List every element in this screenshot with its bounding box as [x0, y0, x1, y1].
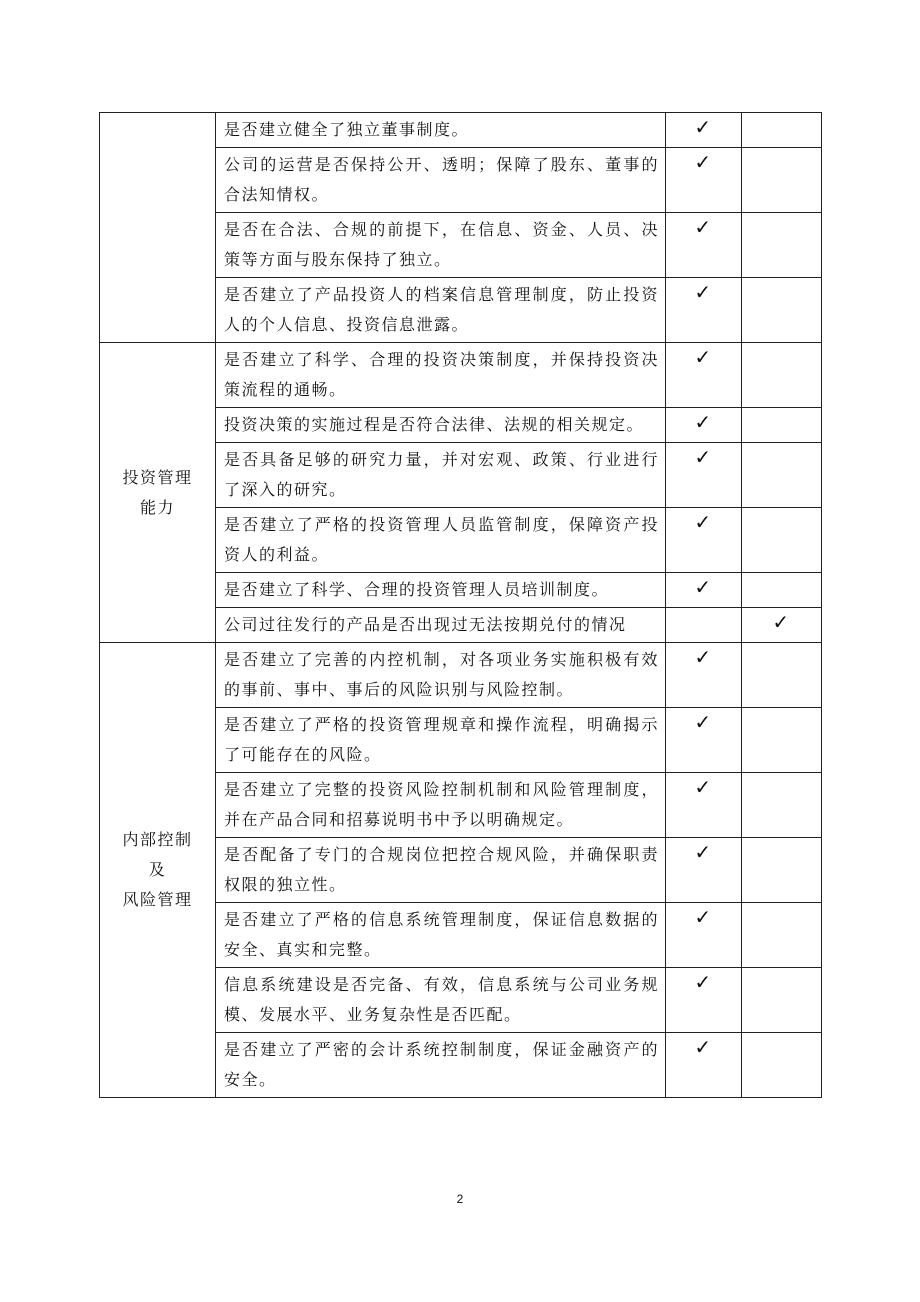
no-mark-cell [742, 903, 822, 968]
check-mark-icon: ✓ [694, 410, 713, 434]
checklist-item-text: 信息系统建设是否完备、有效，信息系统与公司业务规模、发展水平、业务复杂性是否匹配。 [216, 968, 666, 1033]
no-mark-cell [742, 113, 822, 148]
no-mark-cell [742, 1033, 822, 1098]
table-row [100, 643, 822, 708]
checklist-item-text: 是否建立了科学、合理的投资管理人员培训制度。 [216, 573, 666, 608]
check-mark-icon: ✓ [772, 610, 791, 634]
check-mark-icon: ✓ [694, 215, 713, 239]
yes-mark-cell [666, 903, 742, 968]
table-row [100, 113, 822, 148]
yes-mark-cell [666, 773, 742, 838]
page-number: 2 [456, 1192, 464, 1206]
checklist-item-text: 是否建立健全了独立董事制度。 [216, 113, 666, 148]
no-mark-cell [742, 443, 822, 508]
no-mark-cell [742, 408, 822, 443]
yes-mark-cell [666, 608, 742, 643]
no-mark-cell [742, 773, 822, 838]
no-mark-cell [742, 838, 822, 903]
yes-mark-cell [666, 213, 742, 278]
checklist-item-text: 是否在合法、合规的前提下，在信息、资金、人员、决策等方面与股东保持了独立。 [216, 213, 666, 278]
check-mark-icon: ✓ [694, 115, 713, 139]
checklist-item-text: 公司过往发行的产品是否出现过无法按期兑付的情况 [216, 608, 666, 643]
no-mark-cell [742, 708, 822, 773]
table-row [100, 343, 822, 408]
check-mark-icon: ✓ [694, 905, 713, 929]
yes-mark-cell [666, 573, 742, 608]
yes-mark-cell [666, 643, 742, 708]
category-cell [100, 113, 216, 343]
check-mark-icon: ✓ [694, 445, 713, 469]
no-mark-cell [742, 213, 822, 278]
category-label: 内部控制 [122, 830, 193, 849]
no-mark-cell [742, 573, 822, 608]
no-mark-cell [742, 508, 822, 573]
no-mark-cell [742, 343, 822, 408]
checklist-item-text: 是否配备了专门的合规岗位把控合规风险，并确保职责权限的独立性。 [216, 838, 666, 903]
yes-mark-cell [666, 443, 742, 508]
check-mark-icon: ✓ [694, 1035, 713, 1059]
no-mark-cell [742, 148, 822, 213]
checklist-item-text: 公司的运营是否保持公开、透明；保障了股东、董事的合法知情权。 [216, 148, 666, 213]
yes-mark-cell [666, 148, 742, 213]
checklist-item-text: 是否建立了严格的投资管理规章和操作流程，明确揭示了可能存在的风险。 [216, 708, 666, 773]
category-label: 投资管理 [122, 467, 193, 487]
yes-mark-cell [666, 113, 742, 148]
checklist-item-text: 是否建立了严格的信息系统管理制度，保证信息数据的安全、真实和完整。 [216, 903, 666, 968]
checklist-item-text: 投资决策的实施过程是否符合法律、法规的相关规定。 [216, 408, 666, 443]
category-cell [100, 343, 216, 643]
checklist-item-text: 是否建立了完善的内控机制，对各项业务实施积极有效的事前、事中、事后的风险识别与风险控制。 [216, 643, 666, 708]
category-label: 能力 [139, 497, 175, 517]
check-mark-icon: ✓ [694, 150, 713, 174]
category-label: 及 [148, 860, 167, 879]
check-mark-icon: ✓ [694, 645, 713, 669]
yes-mark-cell [666, 968, 742, 1033]
yes-mark-cell [666, 343, 742, 408]
checklist-table [99, 112, 822, 1098]
yes-mark-cell [666, 508, 742, 573]
no-mark-cell [742, 968, 822, 1033]
check-mark-icon: ✓ [694, 970, 713, 994]
check-mark-icon: ✓ [694, 840, 713, 864]
checklist-item-text: 是否建立了科学、合理的投资决策制度，并保持投资决策流程的通畅。 [216, 343, 666, 408]
checklist-item-text: 是否具备足够的研究力量，并对宏观、政策、行业进行了深入的研究。 [216, 443, 666, 508]
checklist-item-text: 是否建立了严格的投资管理人员监管制度，保障资产投资人的利益。 [216, 508, 666, 573]
no-mark-cell [742, 643, 822, 708]
yes-mark-cell [666, 838, 742, 903]
yes-mark-cell [666, 708, 742, 773]
check-mark-icon: ✓ [694, 775, 713, 799]
no-mark-cell [742, 278, 822, 343]
check-mark-icon: ✓ [694, 510, 713, 534]
check-mark-icon: ✓ [694, 345, 713, 369]
checklist-item-text: 是否建立了完整的投资风险控制机制和风险管理制度，并在产品合同和招募说明书中予以明确规定。 [216, 773, 666, 838]
checklist-body [100, 113, 822, 1098]
checklist-item-text: 是否建立了严密的会计系统控制制度，保证金融资产的安全。 [216, 1033, 666, 1098]
yes-mark-cell [666, 408, 742, 443]
no-mark-cell [742, 608, 822, 643]
category-cell [100, 643, 216, 1098]
yes-mark-cell [666, 278, 742, 343]
category-label: 风险管理 [122, 890, 193, 909]
yes-mark-cell [666, 1033, 742, 1098]
check-mark-icon: ✓ [694, 710, 713, 734]
checklist-item-text: 是否建立了产品投资人的档案信息管理制度，防止投资人的个人信息、投资信息泄露。 [216, 278, 666, 343]
check-mark-icon: ✓ [694, 280, 713, 304]
check-mark-icon: ✓ [694, 575, 713, 599]
